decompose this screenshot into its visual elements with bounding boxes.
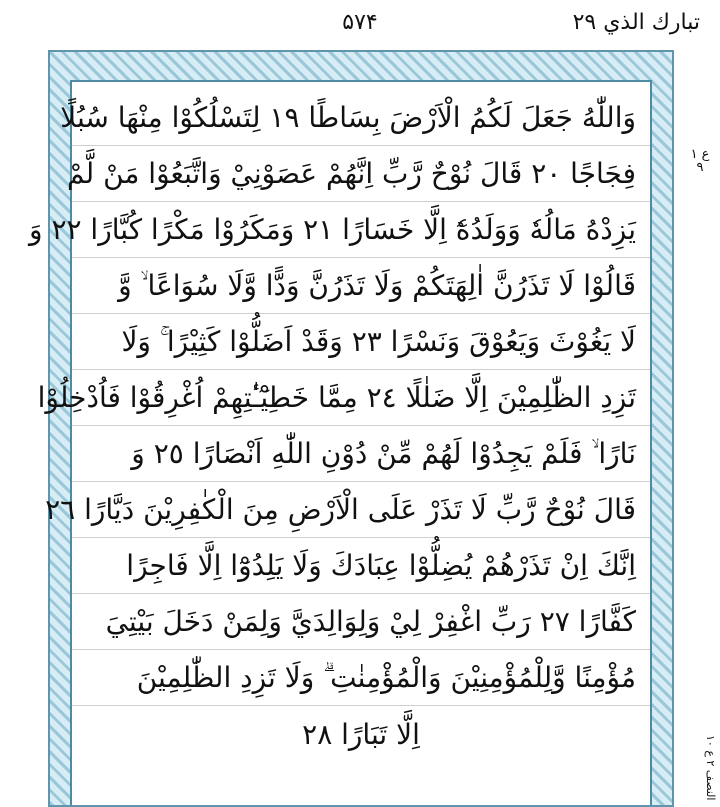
page-border [29,50,674,807]
text-line-7: نَارًا ۙ فَلَمْ يَجِدُوْا لَهُمْ مِّنْ دُوْنِ اللّٰهِ اَنْصَارًا ٢٥ وَ [72,426,650,482]
text-area [29,80,652,805]
text-line-9: اِنَّكَ اِنْ تَذَرْهُمْ يُضِلُّوْا عِبَادَكَ وَلَا يَلِدُوْٓا اِلَّا فَاجِرًا [72,538,650,594]
ruku-marker-bottom: النصف ٢ ع ١٠ [704,735,717,801]
text-line-3: يَزِدْهُ مَالُهٗ وَوَلَدُهٗٓ اِلَّا خَسَارًا ٢١ وَمَكَرُوْا مَكْرًا كُبَّارًا ٢٢ وَ [72,202,650,258]
text-line-12: اِلَّا تَبَارًا ٢٨ [302,717,420,751]
text-line-8: قَالَ نُوْحٌ رَّبِّ لَا تَذَرْ عَلَى الْاَرْضِ مِنَ الْكٰفِرِيْنَ دَيَّارًا ٢٦ [72,482,650,538]
text-line-4: قَالُوْا لَا تَذَرُنَّ اٰلِهَتَكُمْ وَلَا تَذَرُنَّ وَدًّا وَّلَا سُوَاعًا ۙ وَّ [72,258,650,314]
text-line-5: لَا يَغُوْثَ وَيَعُوْقَ وَنَسْرًا ٢٣ وَقَدْ اَضَلُّوْا كَثِيْرًا ۚ وَلَا [72,314,650,370]
juz-name: تبارك الذي ٢٩ [572,10,700,35]
text-line-6: تَزِدِ الظّٰلِمِيْنَ اِلَّا ضَلٰلًا ٢٤ مِمَّا خَطِيْٓـٰٔتِهِمْ اُغْرِقُوْا فَاُدْخِلُوْا [72,370,650,426]
ruku-marker-top: ع ١ ٩ [690,147,710,175]
text-line-2: فِجَاجًا ٢٠ قَالَ نُوْحٌ رَّبِّ اِنَّهُمْ عَصَوْنِيْ وَاتَّبَعُوْا مَنْ لَّمْ [72,146,650,202]
text-line-11: مُؤْمِنًا وَّلِلْمُؤْمِنِيْنَ وَالْمُؤْمِنٰتِ ۗ وَلَا تَزِدِ الظّٰلِمِيْنَ [72,650,650,706]
text-line-1: وَاللّٰهُ جَعَلَ لَكُمُ الْاَرْضَ بِسَاطًا ١٩ لِتَسْلُكُوْا مِنْهَا سُبُلًا [72,90,650,146]
page-number: ۵۷۴ [342,10,378,35]
text-line-10: كَفَّارًا ٢٧ رَبِّ اغْفِرْ لِيْ وَلِوَالِدَيَّ وَلِمَنْ دَخَلَ بَيْتِيَ [72,594,650,650]
